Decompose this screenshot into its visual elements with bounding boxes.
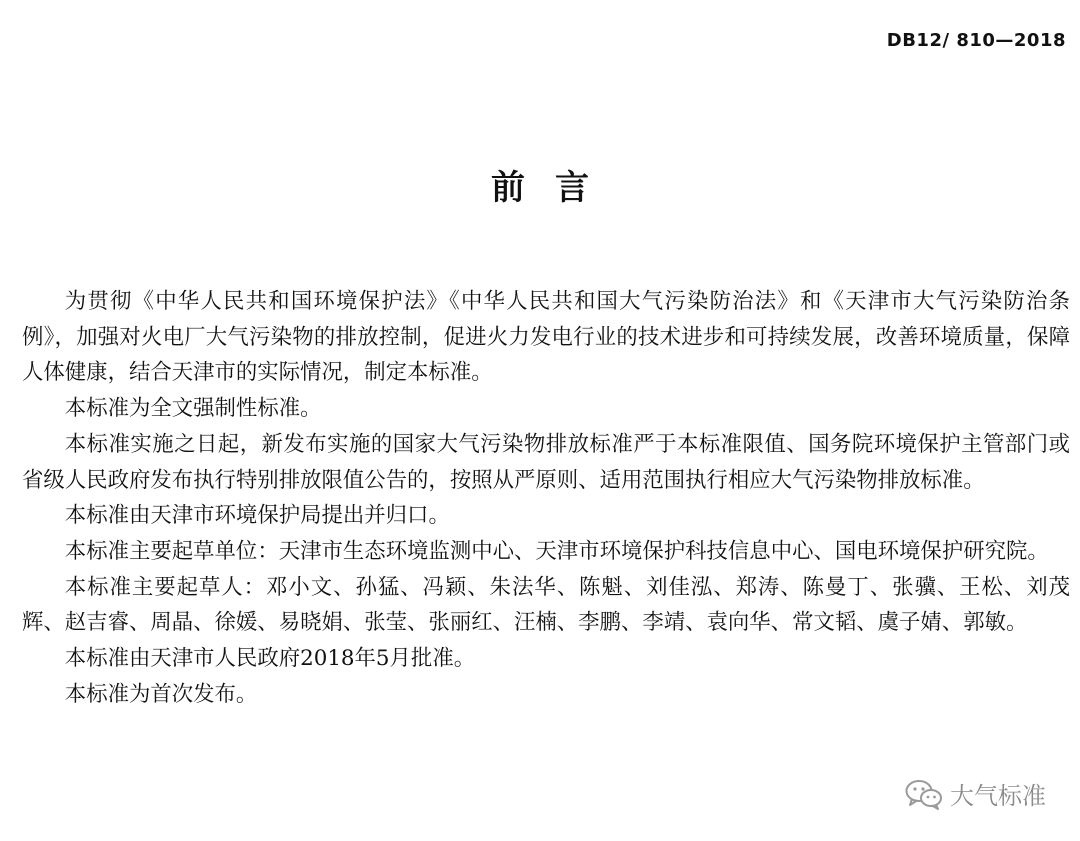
paragraph-purpose: 为贯彻《中华人民共和国环境保护法》《中华人民共和国大气污染防治法》和《天津市大气污染防治条例》，加强对火电厂大气污染物的排放控制，促进火力发电行业的技术进步和可持续发展，改善环境质量，保障人体健康，结合天津市的实际情况，制定本标准。 [22, 289, 1070, 386]
watermark [904, 776, 1046, 811]
wechat-icon [904, 778, 944, 810]
paragraph-first-release: 本标准为首次发布。 [64, 681, 258, 707]
watermark-text: 大气标准 [950, 782, 1046, 810]
paragraph-mandatory: 本标准为全文强制性标准。 [64, 396, 322, 422]
foreword-body [22, 284, 1070, 712]
paragraph-implementation: 本标准实施之日起，新发布实施的国家大气污染物排放标准严于本标准限值、国务院环境保护主管部门或省级人民政府发布执行特别排放限值公告的，按照从严原则、适用范围执行相应大气污染物排放标准。 [22, 431, 1070, 493]
paragraph-approval: 本标准由天津市人民政府2018年5月批准。 [64, 646, 476, 672]
paragraph-drafting-units: 本标准主要起草单位：天津市生态环境监测中心、天津市环境保护科技信息中心、国电环境保护研究院。 [64, 538, 1049, 564]
page-title: 前言 [491, 168, 619, 208]
paragraph-proposer: 本标准由天津市环境保护局提出并归口。 [64, 503, 450, 529]
paragraph-drafters: 本标准主要起草人：邓小文、孙猛、冯颖、朱法华、陈魁、刘佳泓、郑涛、陈曼丁、张骥、王松、刘茂辉、赵吉睿、周晶、徐媛、易晓娟、张莹、张丽红、汪楠、李鹏、李靖、袁向华、常文韬、虞子婧、郭敏。 [22, 574, 1070, 636]
document-code: DB12/ 810—2018 [886, 30, 1066, 51]
